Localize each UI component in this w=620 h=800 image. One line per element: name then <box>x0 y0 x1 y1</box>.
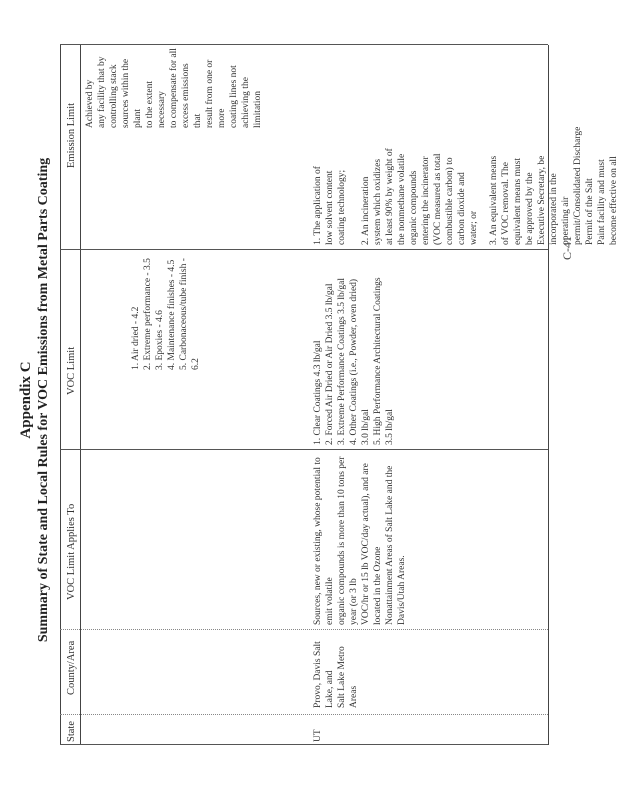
row1-emission-limit: Achieved by any facility that by controlling stack sources within the plant to the extent necessary to compensate for all excess emissions that result from one or more coating lines not achieving the limitation <box>85 48 263 128</box>
list-item: 1. Clear Coatings 4.3 lb/gal <box>313 340 323 445</box>
col-divider-applies <box>60 449 548 450</box>
row2-emission-limit-3: 3. An equivalent means of VOC removal. The equivalent means must be approved by the Executive Secretary, be incorporated in the operating air permit/Consolidated Discharge Permit of the Salt Paint facility and must become effective on all <box>489 126 619 245</box>
list-item: 3.5 lb/gal <box>385 409 395 445</box>
list-item: 4. Maintenance finishes - 4.5 <box>167 259 177 370</box>
row1-voc-limit-list <box>130 252 202 370</box>
header-voc-limit-applies-to: VOC Limit Applies To <box>66 503 77 600</box>
col-divider-county <box>60 629 548 630</box>
table-right-rule <box>60 44 548 45</box>
appendix-heading: Appendix C <box>18 361 34 439</box>
row2-county-area: Provo, Davis Salt Lake, and Salt Lake Metro Areas <box>313 641 359 708</box>
col-divider-limit <box>60 249 548 250</box>
table-header-rule <box>80 45 81 745</box>
header-county-area: County/Area <box>66 640 77 695</box>
list-item: 3. Epoxies - 4.6 <box>155 310 165 370</box>
list-item: 3. Extreme Performance Coatings 3.5 lb/gal <box>337 278 347 445</box>
list-item: 2. Forced Air Dried or Air Dried 3.5 lb/gal <box>325 283 335 445</box>
row2-applies-to: Sources, new or existing, whose potential to emit volatile organic compounds is more than 10 tons per year (or 3 lb VOC/hr or 15 lb VOC/day actual), and are located in the Ozone Nonattainment Areas of Salt Lake and the Davis/Utah Areas. <box>313 456 407 625</box>
row2-emission-limit-2: 2. An incineration system which oxidizes at least 90% by weight of the nonmethane volatile organic compounds entering the incinerator (VOC measured as total combustible carbon) to carbon dioxide and water; or <box>361 148 479 245</box>
header-emission-limit: Emission Limit <box>66 102 77 168</box>
page-number: C-41 <box>560 236 574 260</box>
header-voc-limit: VOC Limit <box>66 346 77 395</box>
list-item: 2. Extreme performance - 3.5 <box>143 258 153 370</box>
row2-state: UT <box>313 729 323 742</box>
row2-voc-limit-list <box>312 253 396 445</box>
page-title: Summary of State and Local Rules for VOC Emissions from Metal Parts Coating <box>36 157 51 643</box>
list-item: 3.0 lb/gal <box>361 409 371 445</box>
header-state: State <box>66 721 77 742</box>
list-item: 5. High Performance Architectural Coatings <box>373 277 383 445</box>
list-item: 5. Carbonaceous/tube finish - 6.2 <box>179 258 201 370</box>
col-divider-state <box>60 714 548 715</box>
table-top-rule <box>60 45 61 745</box>
list-item: 1. Air dried - 4.2 <box>131 306 141 370</box>
row2-emission-limit: 1. The application of low solvent content coating technology; <box>313 166 347 245</box>
table-left-rule <box>60 744 548 745</box>
list-item: 4. Other Coatings (i.e., Powder, oven dried) <box>349 278 359 445</box>
